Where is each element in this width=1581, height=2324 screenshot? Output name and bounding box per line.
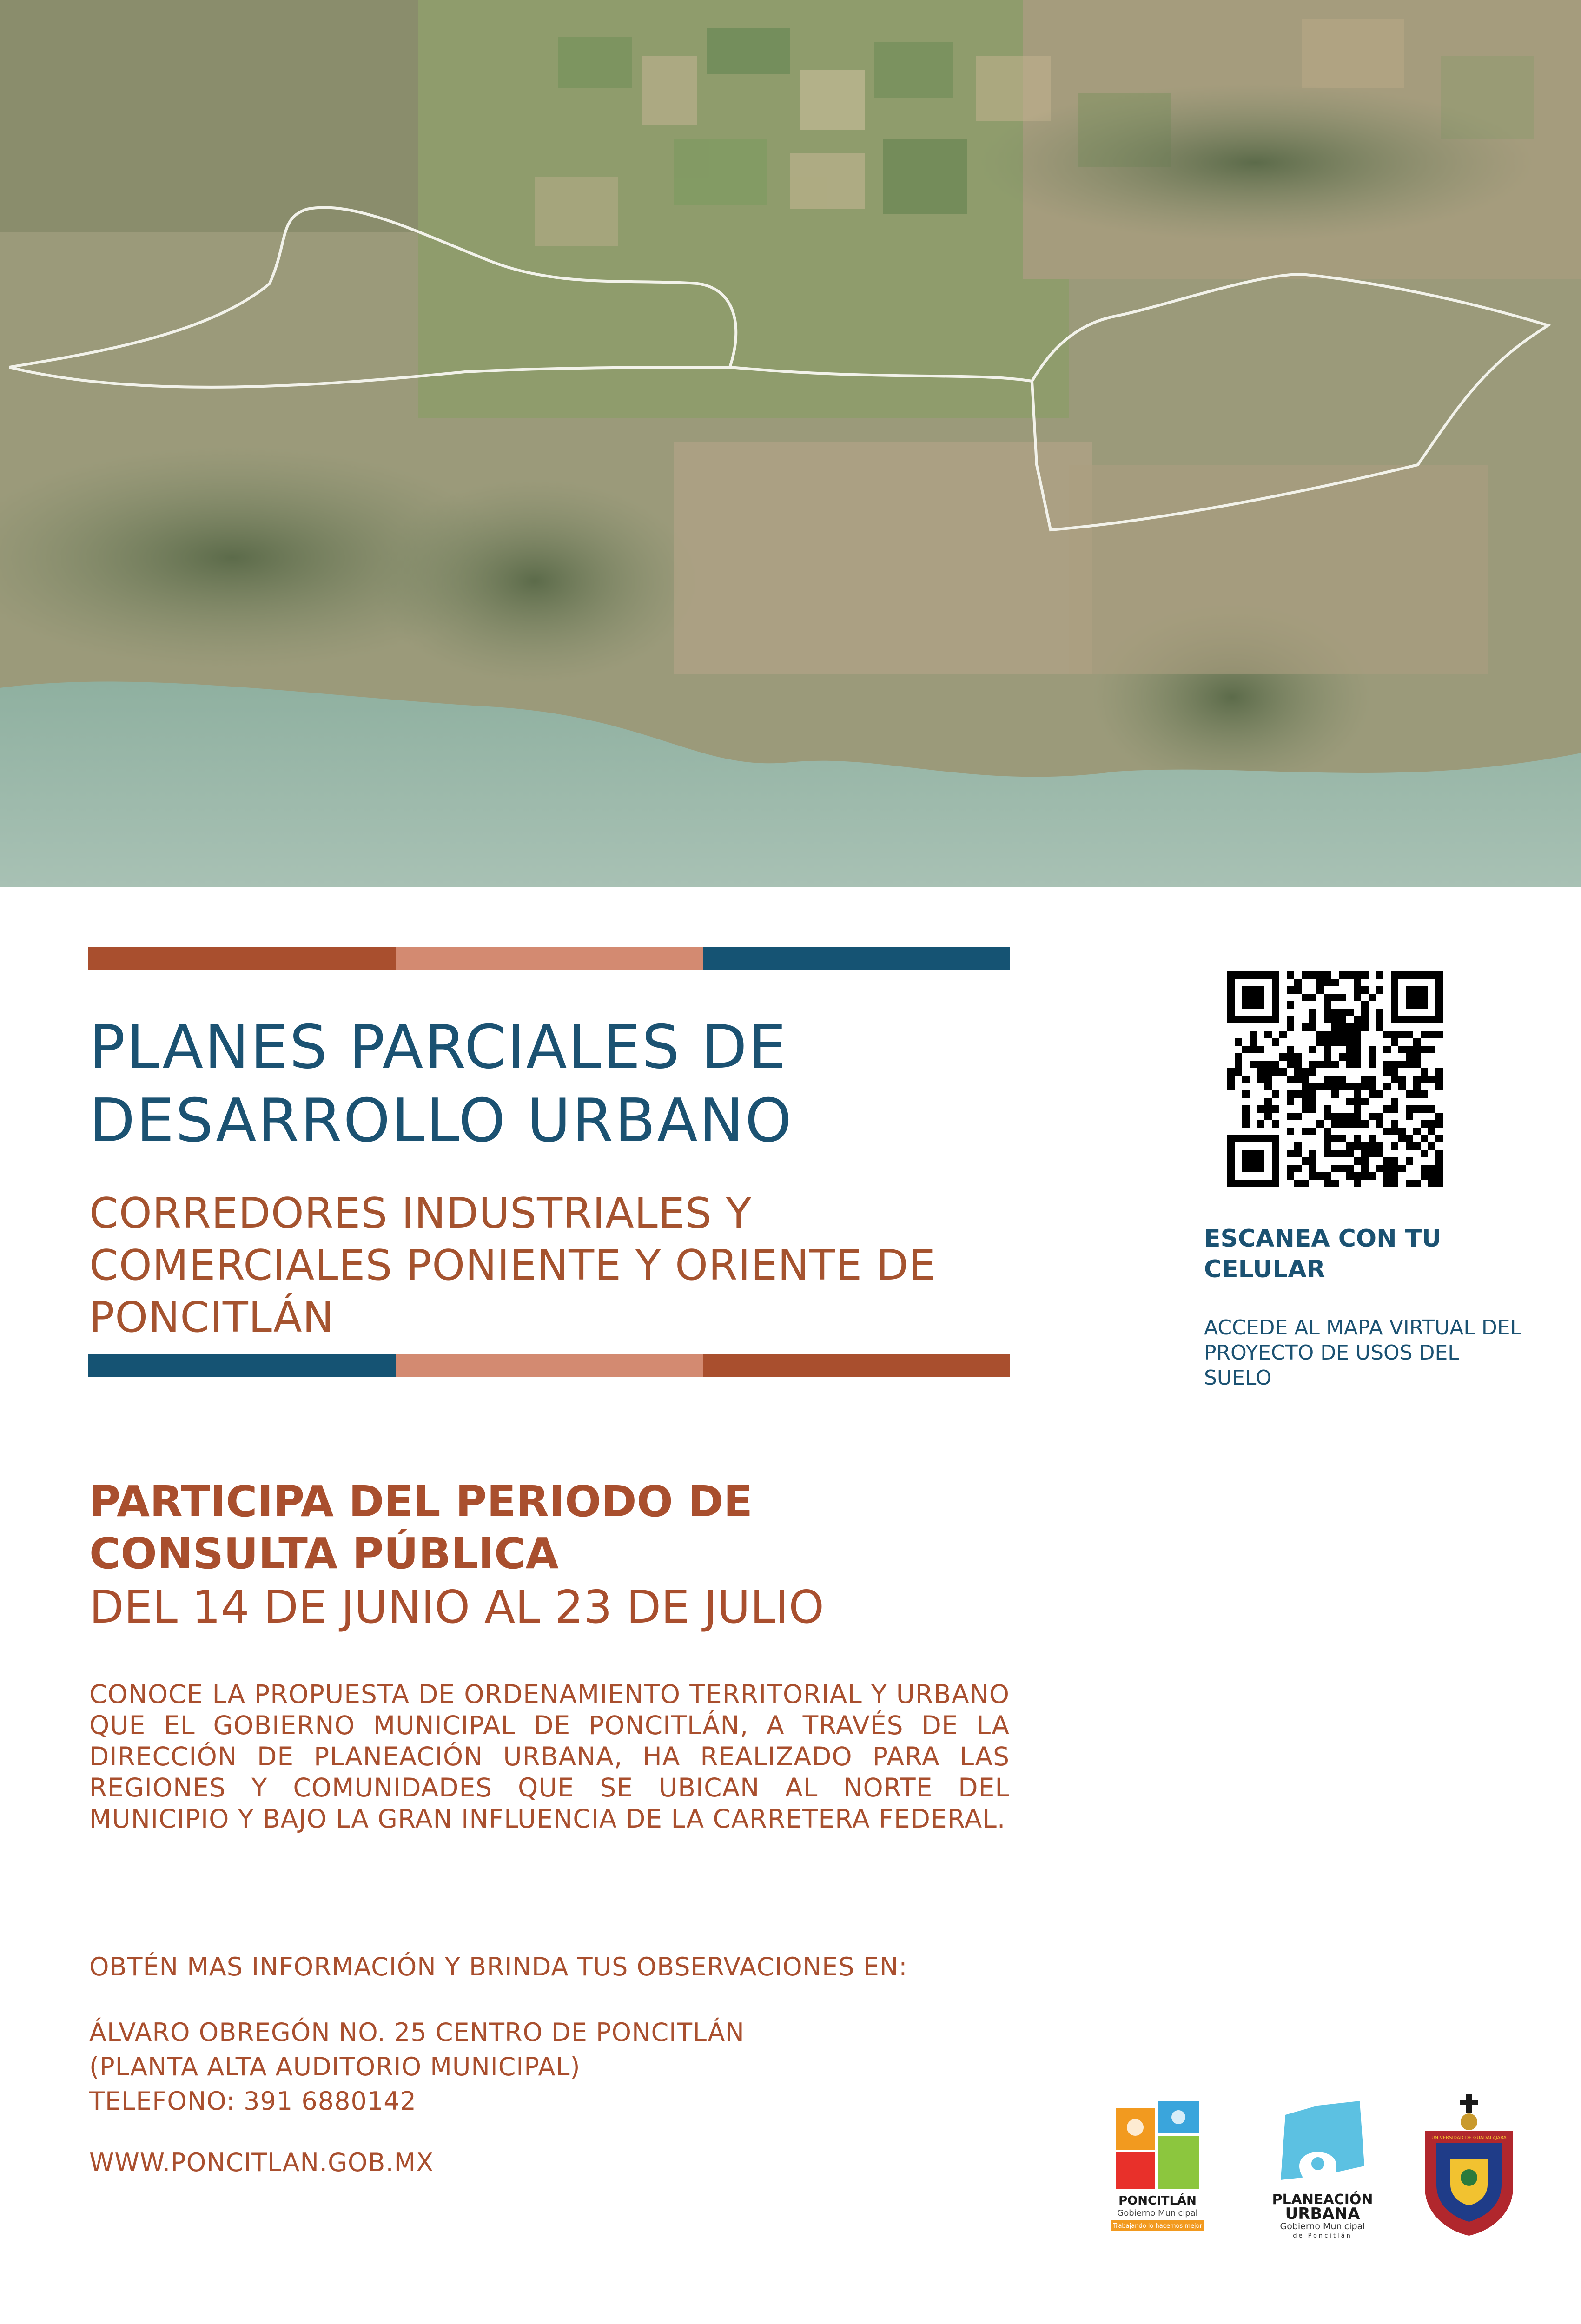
planeacion-logo-sub-2: de Poncitlán [1293,2232,1352,2239]
scan-description: ACCEDE AL MAPA VIRTUAL DEL PROYECTO DE USOS DEL SUELO [1204,1316,1522,1390]
decorative-bars-bottom [88,1354,1010,1377]
consultation-heading: PARTICIPA DEL PERIODO DE CONSULTA PÚBLICA [89,1477,753,1578]
poncitlan-logo-tagline: Trabajando lo hacemos mejor [1113,2223,1202,2230]
address-line-2: (PLANTA ALTA AUDITORIO MUNICIPAL) [89,2052,581,2081]
poncitlan-logo-sub: Gobierno Municipal [1117,2208,1198,2218]
page-subtitle: CORREDORES INDUSTRIALES Y COMERCIALES PONIENTE Y ORIENTE DE PONCITLÁN [89,1189,936,1342]
aerial-map-image [0,0,1581,887]
qr-code-icon[interactable] [1227,971,1443,1187]
address-line-1: ÁLVARO OBREGÓN NO. 25 CENTRO DE PONCITLÁN [89,2018,745,2047]
universidad-de-guadalajara-seal [1416,2094,1522,2238]
planeacion-logo-name-1: PLANEACIÓN [1272,2192,1373,2208]
website-link[interactable]: WWW.PONCITLAN.GOB.MX [89,2148,434,2177]
poncitlan-logo-name: PONCITLÁN [1118,2194,1197,2208]
planeacion-urbana-logo [1271,2096,1374,2240]
planeacion-logo-name-2: URBANA [1285,2205,1360,2223]
udg-seal-text: UNIVERSIDAD DE GUADALAJARA [1431,2135,1507,2140]
contact-address [89,2015,745,2119]
page-title: PLANES PARCIALES DE DESARROLLO URBANO [89,1013,794,1155]
planeacion-logo-sub: Gobierno Municipal [1280,2221,1365,2232]
scan-heading: ESCANEA CON TU CELULAR [1204,1225,1442,1283]
project-description: CONOCE LA PROPUESTA DE ORDENAMIENTO TERRITORIAL Y URBANO QUE EL GOBIERNO MUNICIPAL DE PONCITLÁN, A TRAVÉS DE LA DIRECCIÓN DE PLANEACIÓN URBANA, HA REALIZADO PARA LAS REGIONES Y COMUNIDADES QUE SE UBICAN AL NORTE DEL MUNICIPIO Y BAJO LA GRAN INFLUENCIA DE LA CARRETERA FEDERAL. [89,1679,1010,1834]
decorative-bars-top [88,947,1010,970]
consultation-dates: DEL 14 DE JUNIO AL 23 DE JULIO [89,1581,824,1633]
info-heading: OBTÉN MAS INFORMACIÓN Y BRINDA TUS OBSERVACIONES EN: [89,1952,908,1981]
phone-number: TELEFONO: 391 6880142 [89,2086,417,2116]
poncitlan-logo [1106,2099,1209,2238]
